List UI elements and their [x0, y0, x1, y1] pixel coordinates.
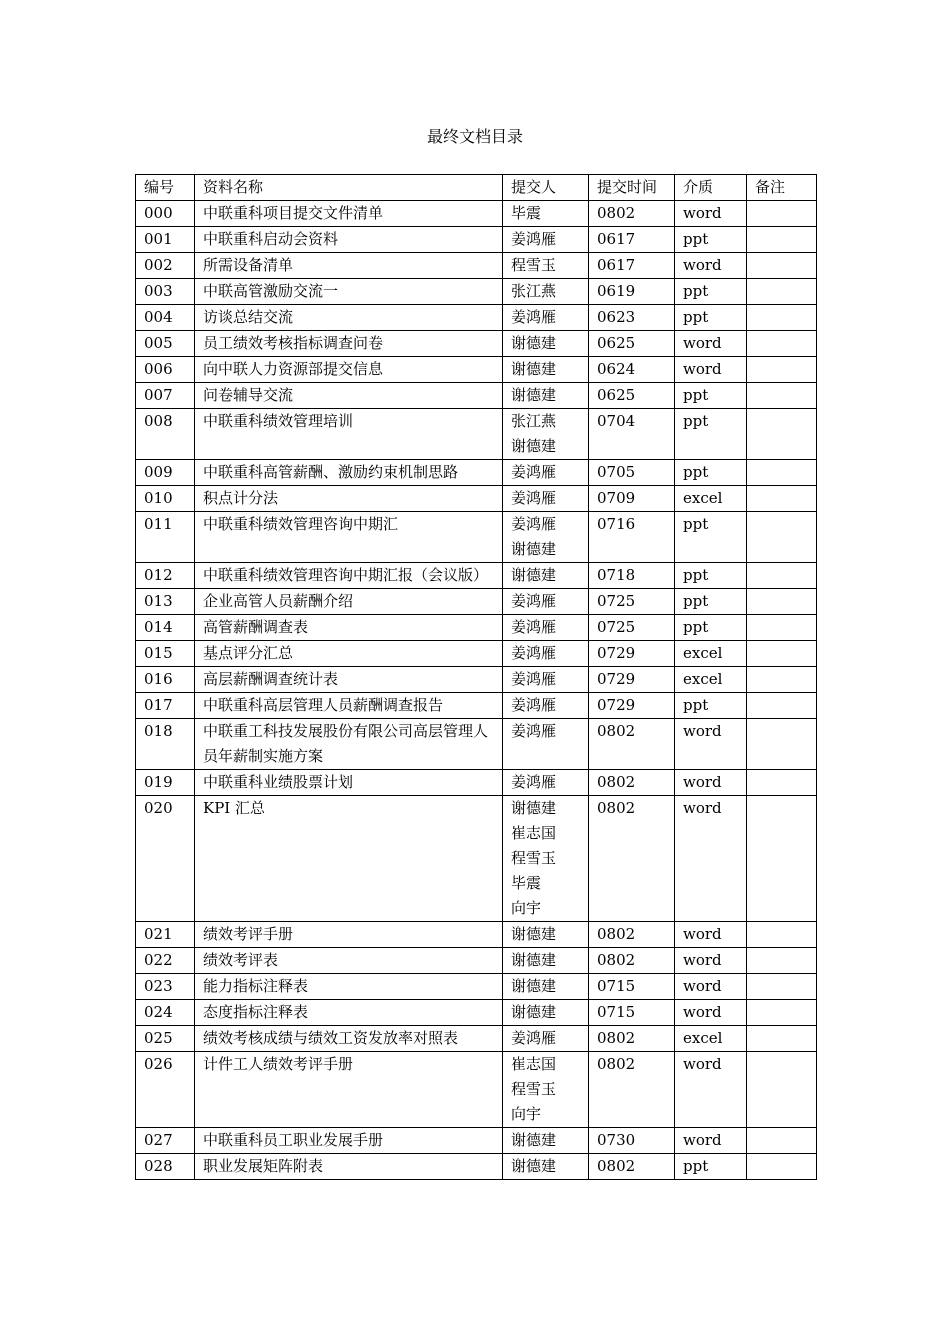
- table-row: [136, 460, 817, 486]
- cell-name: 绩效考核成绩与绩效工资发放率对照表: [195, 1026, 503, 1052]
- cell-id: 026: [136, 1052, 195, 1128]
- cell-name: 绩效考评手册: [195, 922, 503, 948]
- cell-submitter: 谢德建: [503, 383, 589, 409]
- cell-note: [747, 1128, 817, 1154]
- cell-name: 能力指标注释表: [195, 974, 503, 1000]
- cell-id: 022: [136, 948, 195, 974]
- cell-format: ppt: [675, 227, 747, 253]
- cell-format: word: [675, 922, 747, 948]
- cell-name: 态度指标注释表: [195, 1000, 503, 1026]
- cell-format: word: [675, 1128, 747, 1154]
- header-name: 资料名称: [195, 175, 503, 201]
- cell-id: 016: [136, 667, 195, 693]
- cell-note: [747, 770, 817, 796]
- cell-id: 011: [136, 512, 195, 563]
- cell-format: ppt: [675, 279, 747, 305]
- cell-time: 0802: [589, 1026, 675, 1052]
- table-row: [136, 615, 817, 641]
- cell-submitter: 姜鸿雁: [503, 227, 589, 253]
- cell-time: 0625: [589, 383, 675, 409]
- cell-format: ppt: [675, 693, 747, 719]
- cell-note: [747, 615, 817, 641]
- cell-submitter: 姜鸿雁: [503, 770, 589, 796]
- cell-name: 中联重科高管薪酬、激励约束机制思路: [195, 460, 503, 486]
- cell-time: 0725: [589, 615, 675, 641]
- cell-id: 020: [136, 796, 195, 922]
- table-row: [136, 1052, 817, 1128]
- cell-id: 021: [136, 922, 195, 948]
- cell-id: 013: [136, 589, 195, 615]
- cell-format: word: [675, 357, 747, 383]
- cell-time: 0715: [589, 1000, 675, 1026]
- header-time: 提交时间: [589, 175, 675, 201]
- table-row: [136, 486, 817, 512]
- cell-submitter: 谢德建: [503, 357, 589, 383]
- cell-note: [747, 253, 817, 279]
- cell-time: 0716: [589, 512, 675, 563]
- cell-format: word: [675, 201, 747, 227]
- cell-note: [747, 201, 817, 227]
- cell-note: [747, 305, 817, 331]
- cell-format: ppt: [675, 563, 747, 589]
- cell-id: 028: [136, 1154, 195, 1180]
- cell-submitter: 姜鸿雁: [503, 615, 589, 641]
- cell-time: 0730: [589, 1128, 675, 1154]
- cell-note: [747, 383, 817, 409]
- cell-note: [747, 279, 817, 305]
- cell-note: [747, 227, 817, 253]
- table-row: [136, 922, 817, 948]
- cell-id: 012: [136, 563, 195, 589]
- cell-format: word: [675, 974, 747, 1000]
- cell-id: 017: [136, 693, 195, 719]
- cell-format: word: [675, 1000, 747, 1026]
- cell-time: 0625: [589, 331, 675, 357]
- cell-submitter: 崔志国 程雪玉 向宇: [503, 1052, 589, 1128]
- cell-submitter: 毕震: [503, 201, 589, 227]
- cell-note: [747, 922, 817, 948]
- cell-id: 009: [136, 460, 195, 486]
- cell-format: excel: [675, 486, 747, 512]
- cell-time: 0617: [589, 227, 675, 253]
- cell-name: 中联重科业绩股票计划: [195, 770, 503, 796]
- cell-submitter: 谢德建: [503, 922, 589, 948]
- cell-name: 高管薪酬调查表: [195, 615, 503, 641]
- cell-id: 000: [136, 201, 195, 227]
- cell-id: 002: [136, 253, 195, 279]
- table-row: [136, 641, 817, 667]
- cell-submitter: 姜鸿雁: [503, 460, 589, 486]
- table-row: [136, 383, 817, 409]
- cell-name: 中联重科员工职业发展手册: [195, 1128, 503, 1154]
- cell-submitter: 谢德建: [503, 1128, 589, 1154]
- cell-format: ppt: [675, 512, 747, 563]
- cell-id: 018: [136, 719, 195, 770]
- table-row: [136, 331, 817, 357]
- cell-time: 0729: [589, 667, 675, 693]
- cell-time: 0802: [589, 796, 675, 922]
- table-header-row: [136, 175, 817, 201]
- cell-submitter: 姜鸿雁: [503, 486, 589, 512]
- cell-name: KPI 汇总: [195, 796, 503, 922]
- cell-name: 员工绩效考核指标调查问卷: [195, 331, 503, 357]
- table-row: [136, 512, 817, 563]
- cell-submitter: 姜鸿雁: [503, 1026, 589, 1052]
- cell-format: excel: [675, 1026, 747, 1052]
- cell-note: [747, 1026, 817, 1052]
- cell-time: 0617: [589, 253, 675, 279]
- cell-note: [747, 563, 817, 589]
- cell-submitter: 程雪玉: [503, 253, 589, 279]
- cell-time: 0623: [589, 305, 675, 331]
- cell-name: 积点计分法: [195, 486, 503, 512]
- cell-format: excel: [675, 667, 747, 693]
- cell-id: 014: [136, 615, 195, 641]
- table-row: [136, 253, 817, 279]
- cell-time: 0802: [589, 719, 675, 770]
- cell-name: 中联重科绩效管理培训: [195, 409, 503, 460]
- cell-format: word: [675, 331, 747, 357]
- cell-name: 中联重科项目提交文件清单: [195, 201, 503, 227]
- cell-time: 0705: [589, 460, 675, 486]
- cell-id: 006: [136, 357, 195, 383]
- header-submitter: 提交人: [503, 175, 589, 201]
- cell-submitter: 谢德建 崔志国 程雪玉 毕震 向宇: [503, 796, 589, 922]
- cell-time: 0802: [589, 922, 675, 948]
- cell-note: [747, 667, 817, 693]
- cell-note: [747, 948, 817, 974]
- cell-format: ppt: [675, 1154, 747, 1180]
- cell-submitter: 谢德建: [503, 563, 589, 589]
- cell-time: 0802: [589, 201, 675, 227]
- table-row: [136, 974, 817, 1000]
- cell-id: 005: [136, 331, 195, 357]
- cell-submitter: 姜鸿雁: [503, 719, 589, 770]
- cell-format: ppt: [675, 383, 747, 409]
- table-row: [136, 305, 817, 331]
- document-title: 最终文档目录: [426, 127, 523, 146]
- table-row: [136, 589, 817, 615]
- table-row: [136, 357, 817, 383]
- cell-time: 0624: [589, 357, 675, 383]
- cell-submitter: 姜鸿雁: [503, 693, 589, 719]
- cell-id: 025: [136, 1026, 195, 1052]
- cell-name: 所需设备清单: [195, 253, 503, 279]
- cell-time: 0704: [589, 409, 675, 460]
- cell-name: 中联高管激励交流一: [195, 279, 503, 305]
- cell-format: word: [675, 796, 747, 922]
- cell-format: word: [675, 948, 747, 974]
- cell-format: excel: [675, 641, 747, 667]
- table-row: [136, 667, 817, 693]
- cell-note: [747, 589, 817, 615]
- cell-id: 019: [136, 770, 195, 796]
- cell-name: 中联重科绩效管理咨询中期汇报（会议版）: [195, 563, 503, 589]
- cell-id: 015: [136, 641, 195, 667]
- cell-time: 0729: [589, 693, 675, 719]
- cell-note: [747, 1154, 817, 1180]
- cell-note: [747, 693, 817, 719]
- cell-note: [747, 719, 817, 770]
- cell-id: 010: [136, 486, 195, 512]
- table-row: [136, 563, 817, 589]
- cell-name: 中联重科绩效管理咨询中期汇: [195, 512, 503, 563]
- cell-id: 007: [136, 383, 195, 409]
- cell-name: 向中联人力资源部提交信息: [195, 357, 503, 383]
- cell-name: 计件工人绩效考评手册: [195, 1052, 503, 1128]
- table-row: [136, 770, 817, 796]
- cell-note: [747, 512, 817, 563]
- table-row: [136, 227, 817, 253]
- cell-submitter: 谢德建: [503, 948, 589, 974]
- cell-submitter: 姜鸿雁 谢德建: [503, 512, 589, 563]
- cell-note: [747, 409, 817, 460]
- cell-note: [747, 796, 817, 922]
- cell-submitter: 谢德建: [503, 1154, 589, 1180]
- cell-time: 0729: [589, 641, 675, 667]
- cell-time: 0619: [589, 279, 675, 305]
- cell-note: [747, 1000, 817, 1026]
- table-row: [136, 1154, 817, 1180]
- cell-format: ppt: [675, 305, 747, 331]
- header-format: 介质: [675, 175, 747, 201]
- cell-id: 008: [136, 409, 195, 460]
- cell-note: [747, 357, 817, 383]
- cell-name: 中联重工科技发展股份有限公司高层管理人员年薪制实施方案: [195, 719, 503, 770]
- cell-submitter: 张江燕 谢德建: [503, 409, 589, 460]
- table-row: [136, 1128, 817, 1154]
- table-row: [136, 279, 817, 305]
- document-catalog-table: [135, 174, 817, 1180]
- cell-format: word: [675, 719, 747, 770]
- cell-note: [747, 486, 817, 512]
- cell-id: 003: [136, 279, 195, 305]
- cell-time: 0802: [589, 948, 675, 974]
- table-row: [136, 693, 817, 719]
- cell-format: word: [675, 1052, 747, 1128]
- cell-id: 027: [136, 1128, 195, 1154]
- cell-note: [747, 460, 817, 486]
- cell-note: [747, 331, 817, 357]
- cell-id: 024: [136, 1000, 195, 1026]
- table-row: [136, 1026, 817, 1052]
- cell-name: 中联重科高层管理人员薪酬调查报告: [195, 693, 503, 719]
- cell-name: 中联重科启动会资料: [195, 227, 503, 253]
- cell-name: 职业发展矩阵附表: [195, 1154, 503, 1180]
- cell-time: 0802: [589, 1154, 675, 1180]
- table-row: [136, 1000, 817, 1026]
- table-row: [136, 409, 817, 460]
- cell-submitter: 姜鸿雁: [503, 641, 589, 667]
- cell-time: 0718: [589, 563, 675, 589]
- cell-format: ppt: [675, 615, 747, 641]
- table-row: [136, 796, 817, 922]
- header-note: 备注: [747, 175, 817, 201]
- cell-time: 0802: [589, 770, 675, 796]
- cell-format: ppt: [675, 460, 747, 486]
- table-row: [136, 948, 817, 974]
- cell-time: 0802: [589, 1052, 675, 1128]
- cell-id: 004: [136, 305, 195, 331]
- cell-format: word: [675, 770, 747, 796]
- table-row: [136, 719, 817, 770]
- cell-format: ppt: [675, 589, 747, 615]
- cell-id: 023: [136, 974, 195, 1000]
- cell-name: 绩效考评表: [195, 948, 503, 974]
- cell-name: 问卷辅导交流: [195, 383, 503, 409]
- cell-note: [747, 974, 817, 1000]
- cell-name: 企业高管人员薪酬介绍: [195, 589, 503, 615]
- table-row: [136, 201, 817, 227]
- cell-format: ppt: [675, 409, 747, 460]
- cell-submitter: 姜鸿雁: [503, 589, 589, 615]
- cell-submitter: 张江燕: [503, 279, 589, 305]
- cell-submitter: 谢德建: [503, 331, 589, 357]
- cell-time: 0709: [589, 486, 675, 512]
- cell-submitter: 姜鸿雁: [503, 305, 589, 331]
- cell-format: word: [675, 253, 747, 279]
- cell-submitter: 谢德建: [503, 1000, 589, 1026]
- cell-name: 基点评分汇总: [195, 641, 503, 667]
- cell-note: [747, 641, 817, 667]
- cell-id: 001: [136, 227, 195, 253]
- cell-submitter: 姜鸿雁: [503, 667, 589, 693]
- cell-submitter: 谢德建: [503, 974, 589, 1000]
- cell-note: [747, 1052, 817, 1128]
- cell-name: 高层薪酬调查统计表: [195, 667, 503, 693]
- cell-time: 0725: [589, 589, 675, 615]
- cell-time: 0715: [589, 974, 675, 1000]
- header-id: 编号: [136, 175, 195, 201]
- cell-name: 访谈总结交流: [195, 305, 503, 331]
